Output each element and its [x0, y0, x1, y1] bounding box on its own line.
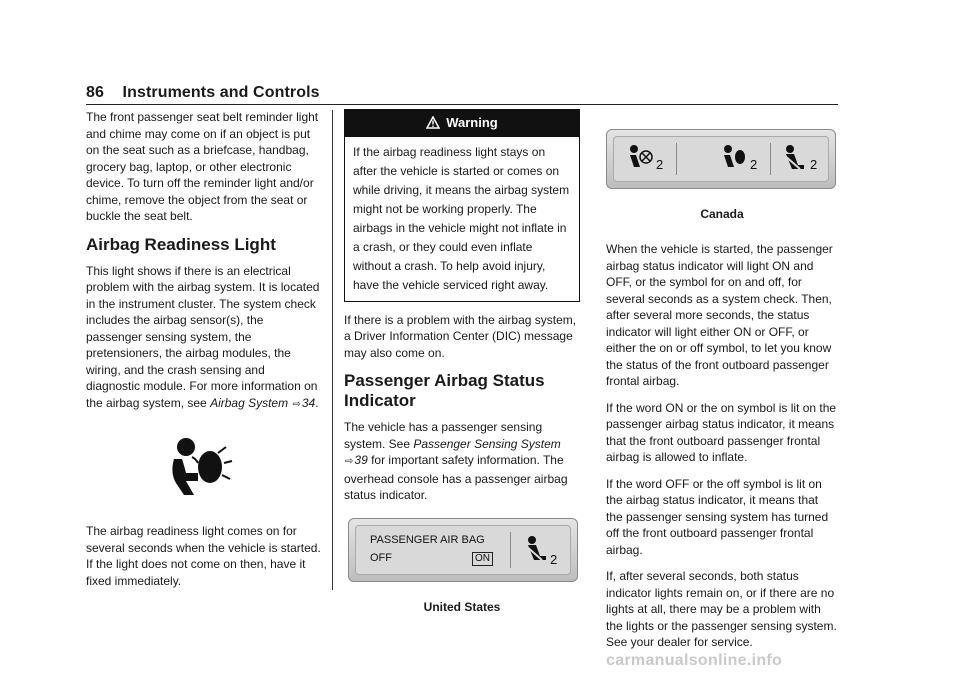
- column-left: [86, 109, 322, 599]
- airbag-system-page-ref[interactable]: 34: [301, 395, 316, 410]
- warning-text: If the airbag readiness light stays on after the vehicle is started or comes on while driving, it means the airbag system might not be working properly. The airbags in the vehicle might not inflate in a crash, or they could even inflate without a crash. To help avoid injury, have the vehicle serviced right away.: [353, 144, 570, 292]
- airbag-readiness-heading: Airbag Readiness Light: [86, 234, 276, 254]
- warning-triangle-icon: [426, 116, 440, 132]
- us-status-indicator-panel: [348, 518, 578, 582]
- watermark: carmanualsonline.info: [606, 652, 783, 669]
- canada-panel-face: [613, 136, 829, 182]
- airbag-readiness-icon: [86, 423, 322, 509]
- panel-separator: [770, 143, 771, 175]
- panel-off-label: OFF: [370, 551, 392, 564]
- column-divider: [332, 110, 333, 590]
- panel-digit-label: 2: [550, 551, 558, 567]
- us-panel-caption: United States: [423, 599, 501, 614]
- off-symbol-digit: 2: [656, 157, 664, 172]
- page-header: [86, 84, 320, 102]
- column-right: [606, 109, 838, 661]
- canada-panel-caption: Canada: [700, 207, 744, 221]
- page-ref-arrow-icon: ⇨: [292, 398, 301, 410]
- page-ref-arrow-icon: ⇨: [345, 456, 354, 468]
- readiness-light-startup-paragraph: The airbag readiness light comes on for several seconds when the vehicle is started. If the light does not come on then, have it fixed immediately.: [86, 524, 321, 588]
- panel-title-label: PASSENGER AIR BAG: [370, 533, 485, 546]
- passenger-sensing-link[interactable]: Passenger Sensing System: [413, 436, 561, 451]
- us-panel-face: [355, 525, 571, 575]
- on-symbol-digit: 2: [750, 157, 758, 172]
- header-rule: [86, 104, 838, 105]
- seat-belt-occupant-icon: [778, 143, 814, 175]
- airbag-system-link[interactable]: Airbag System: [210, 395, 289, 410]
- warning-header: [345, 110, 579, 137]
- panel-separator: [676, 143, 677, 175]
- system-check-paragraph: When the vehicle is started, the passenger airbag status indicator will light ON and OFF, or the symbol for on and off, for several seconds as a system check. Then, after several more seconds, the status indicator will light either ON or OFF, or either the on or off symbol, to let you know the status of the front outboard passenger frontal airbag.: [606, 242, 833, 388]
- section-title: Instruments and Controls: [122, 84, 320, 101]
- airbag-readiness-paragraph: [86, 263, 322, 414]
- seat-belt-digit: 2: [810, 157, 818, 172]
- page-number: 86: [86, 84, 104, 101]
- passenger-airbag-status-heading: Passenger Airbag Status Indicator: [344, 371, 545, 411]
- airbag-off-symbol-icon: [624, 143, 660, 175]
- passenger-sensing-text: The vehicle has a passenger sensing system. See: [344, 420, 543, 451]
- dealer-service-paragraph: If, after several seconds, both status indicator lights remain on, or if there are no lights at all, there may be a problem with the lights or the passenger sensing system. See your dealer for service.: [606, 569, 837, 649]
- panel-on-label: ON: [472, 552, 493, 566]
- panel-separator: [510, 532, 511, 568]
- column-middle: [344, 109, 580, 634]
- off-status-paragraph: If the word OFF or the off symbol is lit on the airbag status indicator, it means that the passenger sensing system has turned off the front outboard passenger frontal airbag.: [606, 476, 829, 557]
- airbag-readiness-light-figure: [86, 423, 322, 509]
- airbag-on-symbol-icon: [718, 143, 754, 175]
- sentence-end: .: [315, 395, 319, 410]
- canada-status-indicator-panel: [606, 129, 836, 189]
- seat-belt-reminder-paragraph: The front passenger seat belt reminder light and chime may come on if an object is put on the seat such as a briefcase, handbag, grocery bag, laptop, or other electronic device. To turn off the reminder light and/or chime, remove the object from the seat or buckle the seat belt.: [86, 110, 319, 223]
- passenger-sensing-paragraph: [344, 419, 580, 504]
- warning-box: [344, 109, 580, 302]
- passenger-sensing-text-cont: for important safety information. The overhead console has a passenger airbag status indicator.: [344, 453, 568, 503]
- dic-message-paragraph: If there is a problem with the airbag system, a Driver Information Center (DIC) message may also come on.: [344, 312, 577, 360]
- passenger-sensing-page-ref[interactable]: 39: [354, 453, 368, 468]
- on-status-paragraph: If the word ON or the on symbol is lit on the passenger airbag status indicator, it means that the front outboard passenger frontal airbag is allowed to inflate.: [606, 400, 837, 464]
- warning-title: Warning: [446, 115, 498, 130]
- airbag-readiness-text: This light shows if there is an electrical problem with the airbag system. It is located in the instrument cluster. The system check includes the airbag sensor(s), the passenger sensing system, the pretensioners, the airbag modules, the wiring, and the crash sensing and diagnostic module. For more information on the airbag system, see: [86, 263, 320, 410]
